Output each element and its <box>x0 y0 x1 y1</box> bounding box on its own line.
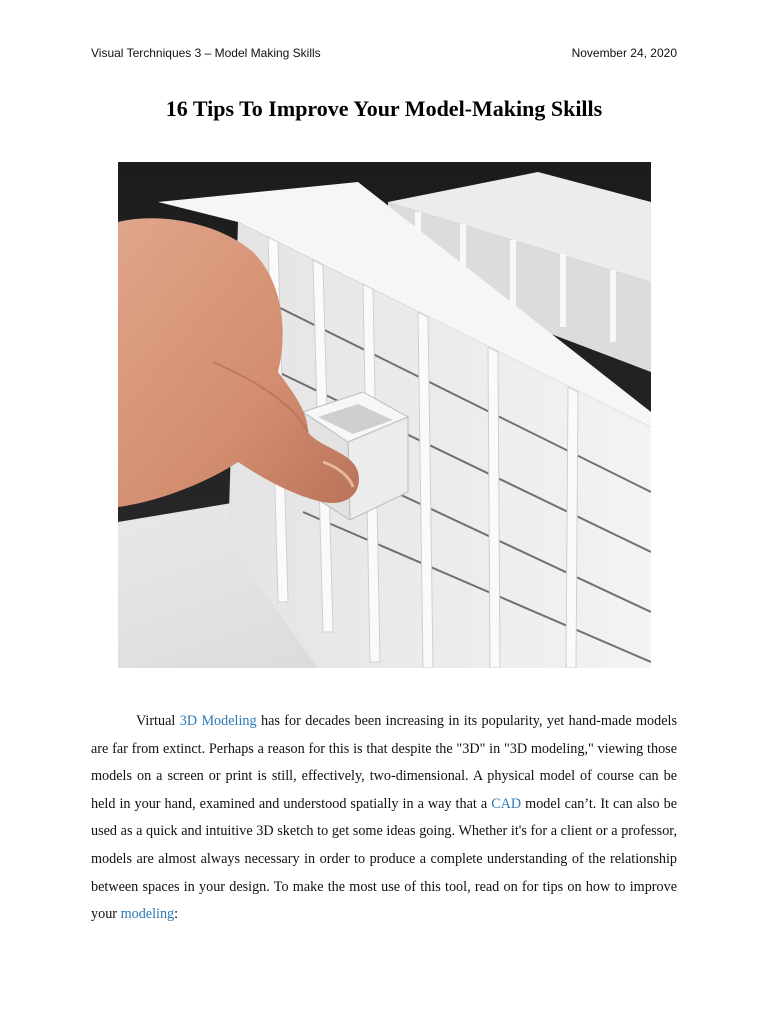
paragraph-text: Virtual <box>136 713 180 729</box>
cad-link[interactable]: CAD <box>491 795 522 812</box>
running-header-date: November 24, 2020 <box>571 46 677 60</box>
model-photo <box>118 162 651 668</box>
paragraph-text: has for decades been increasing in its popularity, yet hand-made models are far from extinct. Perhaps a reason for this is that despite the "3D" in "3D modeling," viewing those models on a screen or print is still, effectively, two-dimensional. A physical model of course can be held in your hand, examined and understood spatially in a way that a <box>91 713 677 812</box>
running-header-title: Visual Terchniques 3 – Model Making Skills <box>91 46 321 60</box>
modeling-link[interactable]: modeling <box>120 906 175 923</box>
paragraph-text: model can’t. It can also be used as a quick and intuitive 3D sketch to get some ideas going. Whether it's for a client or a professor, models are almost always necessary in order to produce a complete understanding of the relationship between spaces in your design. To make the most use of this tool, read on for tips on how to improve your <box>91 795 677 923</box>
intro-paragraph-text <box>91 708 677 929</box>
paragraph-text: : <box>174 906 179 923</box>
page-title: 16 Tips To Improve Your Model-Making Skills <box>165 96 603 121</box>
3d-modeling-link[interactable]: 3D Modeling <box>179 713 257 729</box>
intro-paragraph <box>91 708 677 929</box>
photo-icon <box>118 162 651 668</box>
